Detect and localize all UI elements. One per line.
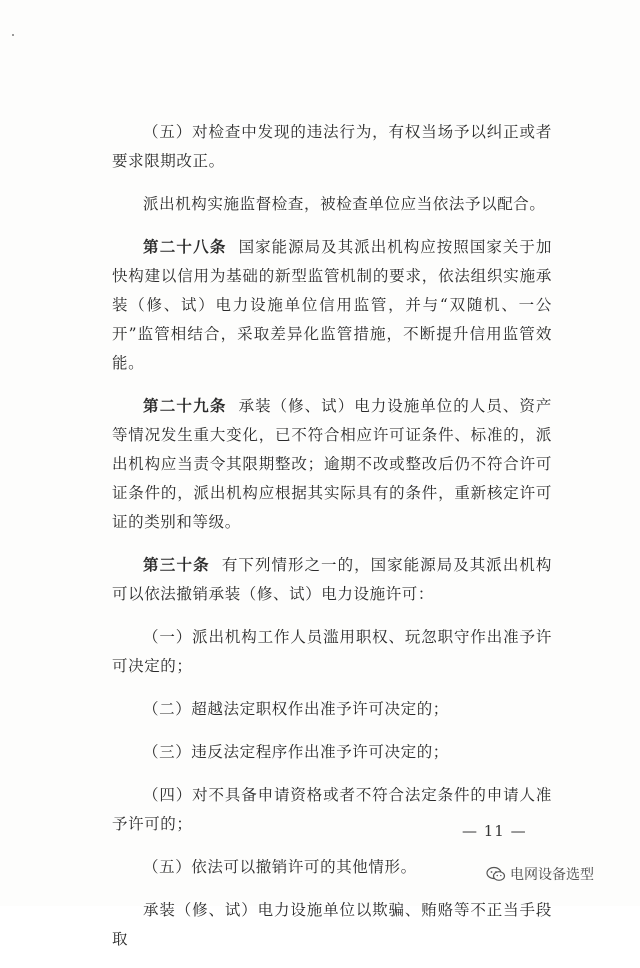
clause-4-text: （四）对不具备申请资格或者不符合法定条件的申请人准予许可的； <box>112 786 552 833</box>
article-28-label: 第二十八条 <box>143 238 227 256</box>
paragraph-2-text: 派出机构实施监督检查，被检查单位应当依法予以配合。 <box>143 195 546 213</box>
paragraph-last-text: 承装（修、试）电力设施单位以欺骗、贿赂等不正当手段取 <box>112 901 552 948</box>
article-30-text: 有下列情形之一的，国家能源局及其派出机构可以依法撤销承装（修、试）电力设施许可： <box>112 556 552 603</box>
wechat-icon <box>486 866 506 882</box>
clause-1-text: （一）派出机构工作人员滥用职权、玩忽职守作出准予许可决定的； <box>112 628 552 675</box>
paragraph-1 <box>112 118 552 176</box>
article-30-label: 第三十条 <box>143 556 210 574</box>
article-29-text: 承装（修、试）电力设施单位的人员、资产等情况发生重大变化，已不符合相应许可证条件、标准的，派出机构应当责令其限期整改；逾期不改或整改后仍不符合许可证条件的，派出机构应根据其实际具有的条件，重新核定许可证的类别和等级。 <box>112 397 552 531</box>
watermark-text: 电网设备选型 <box>510 867 594 883</box>
watermark <box>486 864 594 884</box>
document-body <box>112 118 552 968</box>
article-28-text: 国家能源局及其派出机构应按照国家关于加快构建以信用为基础的新型监管机制的要求，依法组织实施承装（修、试）电力设施单位信用监管，并与“双随机、一公开”监管相结合，采取差异化监管措施，不断提升信用监管效能。 <box>112 238 552 372</box>
paragraph-last <box>112 896 552 954</box>
clause-2-text: （二）超越法定职权作出准予许可决定的； <box>143 700 449 718</box>
clause-3-text: （三）违反法定程序作出准予许可决定的； <box>143 743 449 761</box>
clause-5-text: （五）依法可以撤销许可的其他情形。 <box>143 858 417 876</box>
clause-1 <box>112 623 552 681</box>
article-29 <box>112 392 552 537</box>
article-30 <box>112 551 552 609</box>
article-28 <box>112 233 552 378</box>
paragraph-2 <box>112 190 552 219</box>
scan-mark <box>12 34 14 36</box>
article-29-label: 第二十九条 <box>143 397 227 415</box>
page-number: — 11 — <box>462 822 527 840</box>
paragraph-1-text: （五）对检查中发现的违法行为，有权当场予以纠正或者要求限期改正。 <box>112 123 552 170</box>
clause-3 <box>112 738 552 767</box>
clause-2 <box>112 695 552 724</box>
